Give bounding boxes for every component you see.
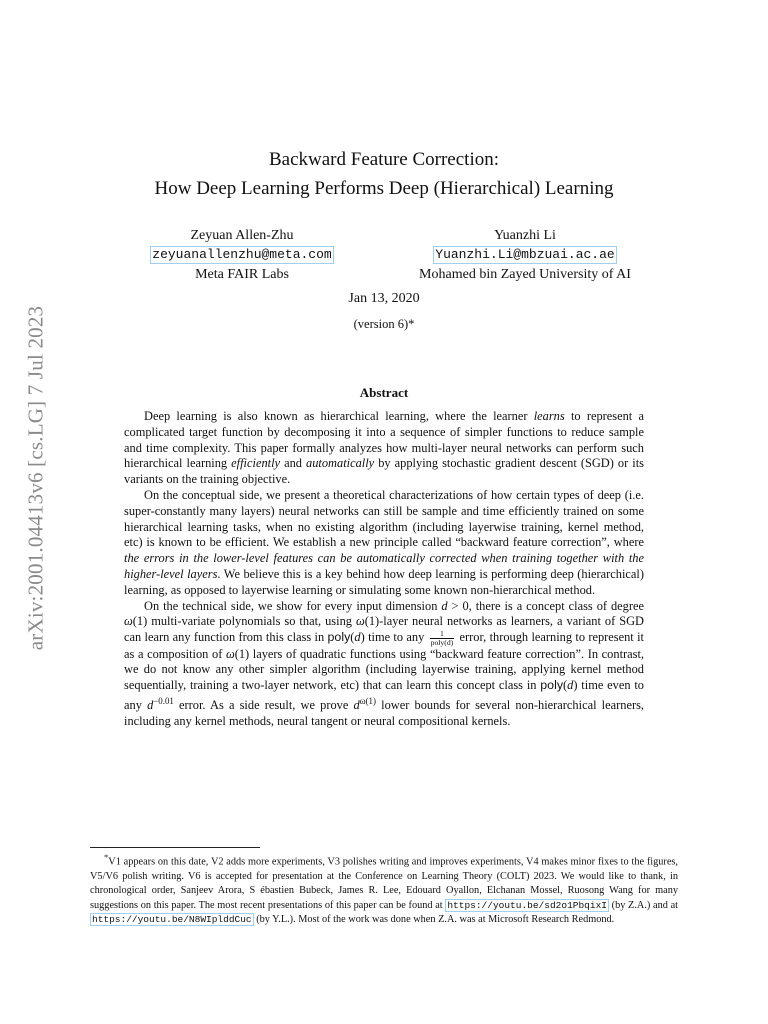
paper-title: [0, 145, 768, 203]
author-affiliation: Mohamed bin Zayed University of AI: [419, 267, 631, 282]
abstract-paragraph-2: On the conceptual side, we present a theoretical characterizations of how certain types of deep (i.e. super-constantly many layers) neural networks can still be sample and time efficiently trained on some hierarchical learning tasks, when no existing algorithm (including layerwise training, kernel method, etc) is known to be efficient. We establish a new principle called “backward feature correction”, where the errors in the lower-level features can be automatically corrected when training together with the higher-level layers. We believe this is a key behind how deep learning is performing deep (hierarchical) learning, as opposed to layerwise learning or simulating some known non-hierarchical method.: [124, 487, 645, 597]
title-line-2: How Deep Learning Performs Deep (Hierarchical) Learning: [154, 178, 614, 199]
author-name: Zeyuan Allen-Zhu: [190, 228, 294, 243]
paper-version: (version 6)*: [353, 317, 415, 331]
fraction-one-over-poly: 1 poly(d): [430, 629, 454, 647]
title-line-1: Backward Feature Correction:: [268, 149, 500, 170]
paper-date: Jan 13, 2020: [348, 291, 420, 306]
footnote-mark: *: [104, 852, 109, 862]
abstract-body: [124, 409, 644, 730]
author-block-1: [142, 226, 342, 284]
author-email-link[interactable]: zeyuanallenzhu@meta.com: [152, 247, 332, 262]
abstract-paragraph-3: On the technical side, we show for every input dimension d > 0, there is a concept class of degree ω(1) multi-variate polynomials so that, using ω(1)-layer neural networks as learners, a variant of SGD can learn any function from this class in poly(d) time to any 1 poly(d) error, through learning to represent it as a composition of ω(1) layers of quadratic functions using “backward feature correction”. In contrast, we do not know any other simpler algorithm (including layerwise training, applying kernel method sequentially, training a two-layer network, etc) that can learn this concept class in poly(d) time even to any $d^{-0.01}$ error. As a side result, we prove $d^{\omega(1)}$ lower bounds for several non-hierarchical learners, including any kernel methods, neural tangent or neural compositional kernels.: [124, 598, 644, 728]
abstract-heading: Abstract: [359, 385, 409, 400]
author-name: Yuanzhi Li: [494, 228, 556, 243]
presentation-link-2[interactable]: https://youtu.be/N8WIplddCuc: [92, 914, 252, 926]
abstract-paragraph-1: Deep learning is also known as hierarchical learning, where the learner learns to represent a complicated target function by decomposing it into a sequence of simpler functions to reduce sample and time complexity. This paper formally analyzes how multi-layer neural networks can perform such hierarchical learning efficiently and automatically by applying stochastic gradient descent (SGD) or its variants on the training objective.: [124, 409, 644, 487]
presentation-link-1[interactable]: https://youtu.be/sd2o1PbqixI: [447, 899, 607, 911]
footnote-rule: [90, 847, 260, 848]
author-block-2: [395, 226, 655, 284]
footnote: *V1 appears on this date, V2 adds more experiments, V3 polishes writing and improves experiments, V4 makes minor fixes to the figures, V5/V6 polish writing. V6 is accepted for presentation at the Conference on Learning Theory (COLT) 2023. We would like to thank, in chronological order, Sanjeev Arora, S ébastien Bubeck, James R. Lee, Edouard Oyallon, Elchanan Mossel, Ruosong Wang for many suggestions on this paper. The most recent presentations of this paper can be found at https://youtu.be/sd2o1PbqixI (by Z.A.) and at https://youtu.be/N8WIplddCuc (by Y.L.). Most of the work was done when Z.A. was at Microsoft Research Redmond.: [90, 852, 679, 926]
author-email-link[interactable]: Yuanzhi.Li@mbzuai.ac.ae: [435, 247, 615, 262]
author-affiliation: Meta FAIR Labs: [195, 267, 289, 282]
arxiv-identifier-stamp: arXiv:2001.04413v6 [cs.LG] 7 Jul 2023: [23, 305, 48, 651]
